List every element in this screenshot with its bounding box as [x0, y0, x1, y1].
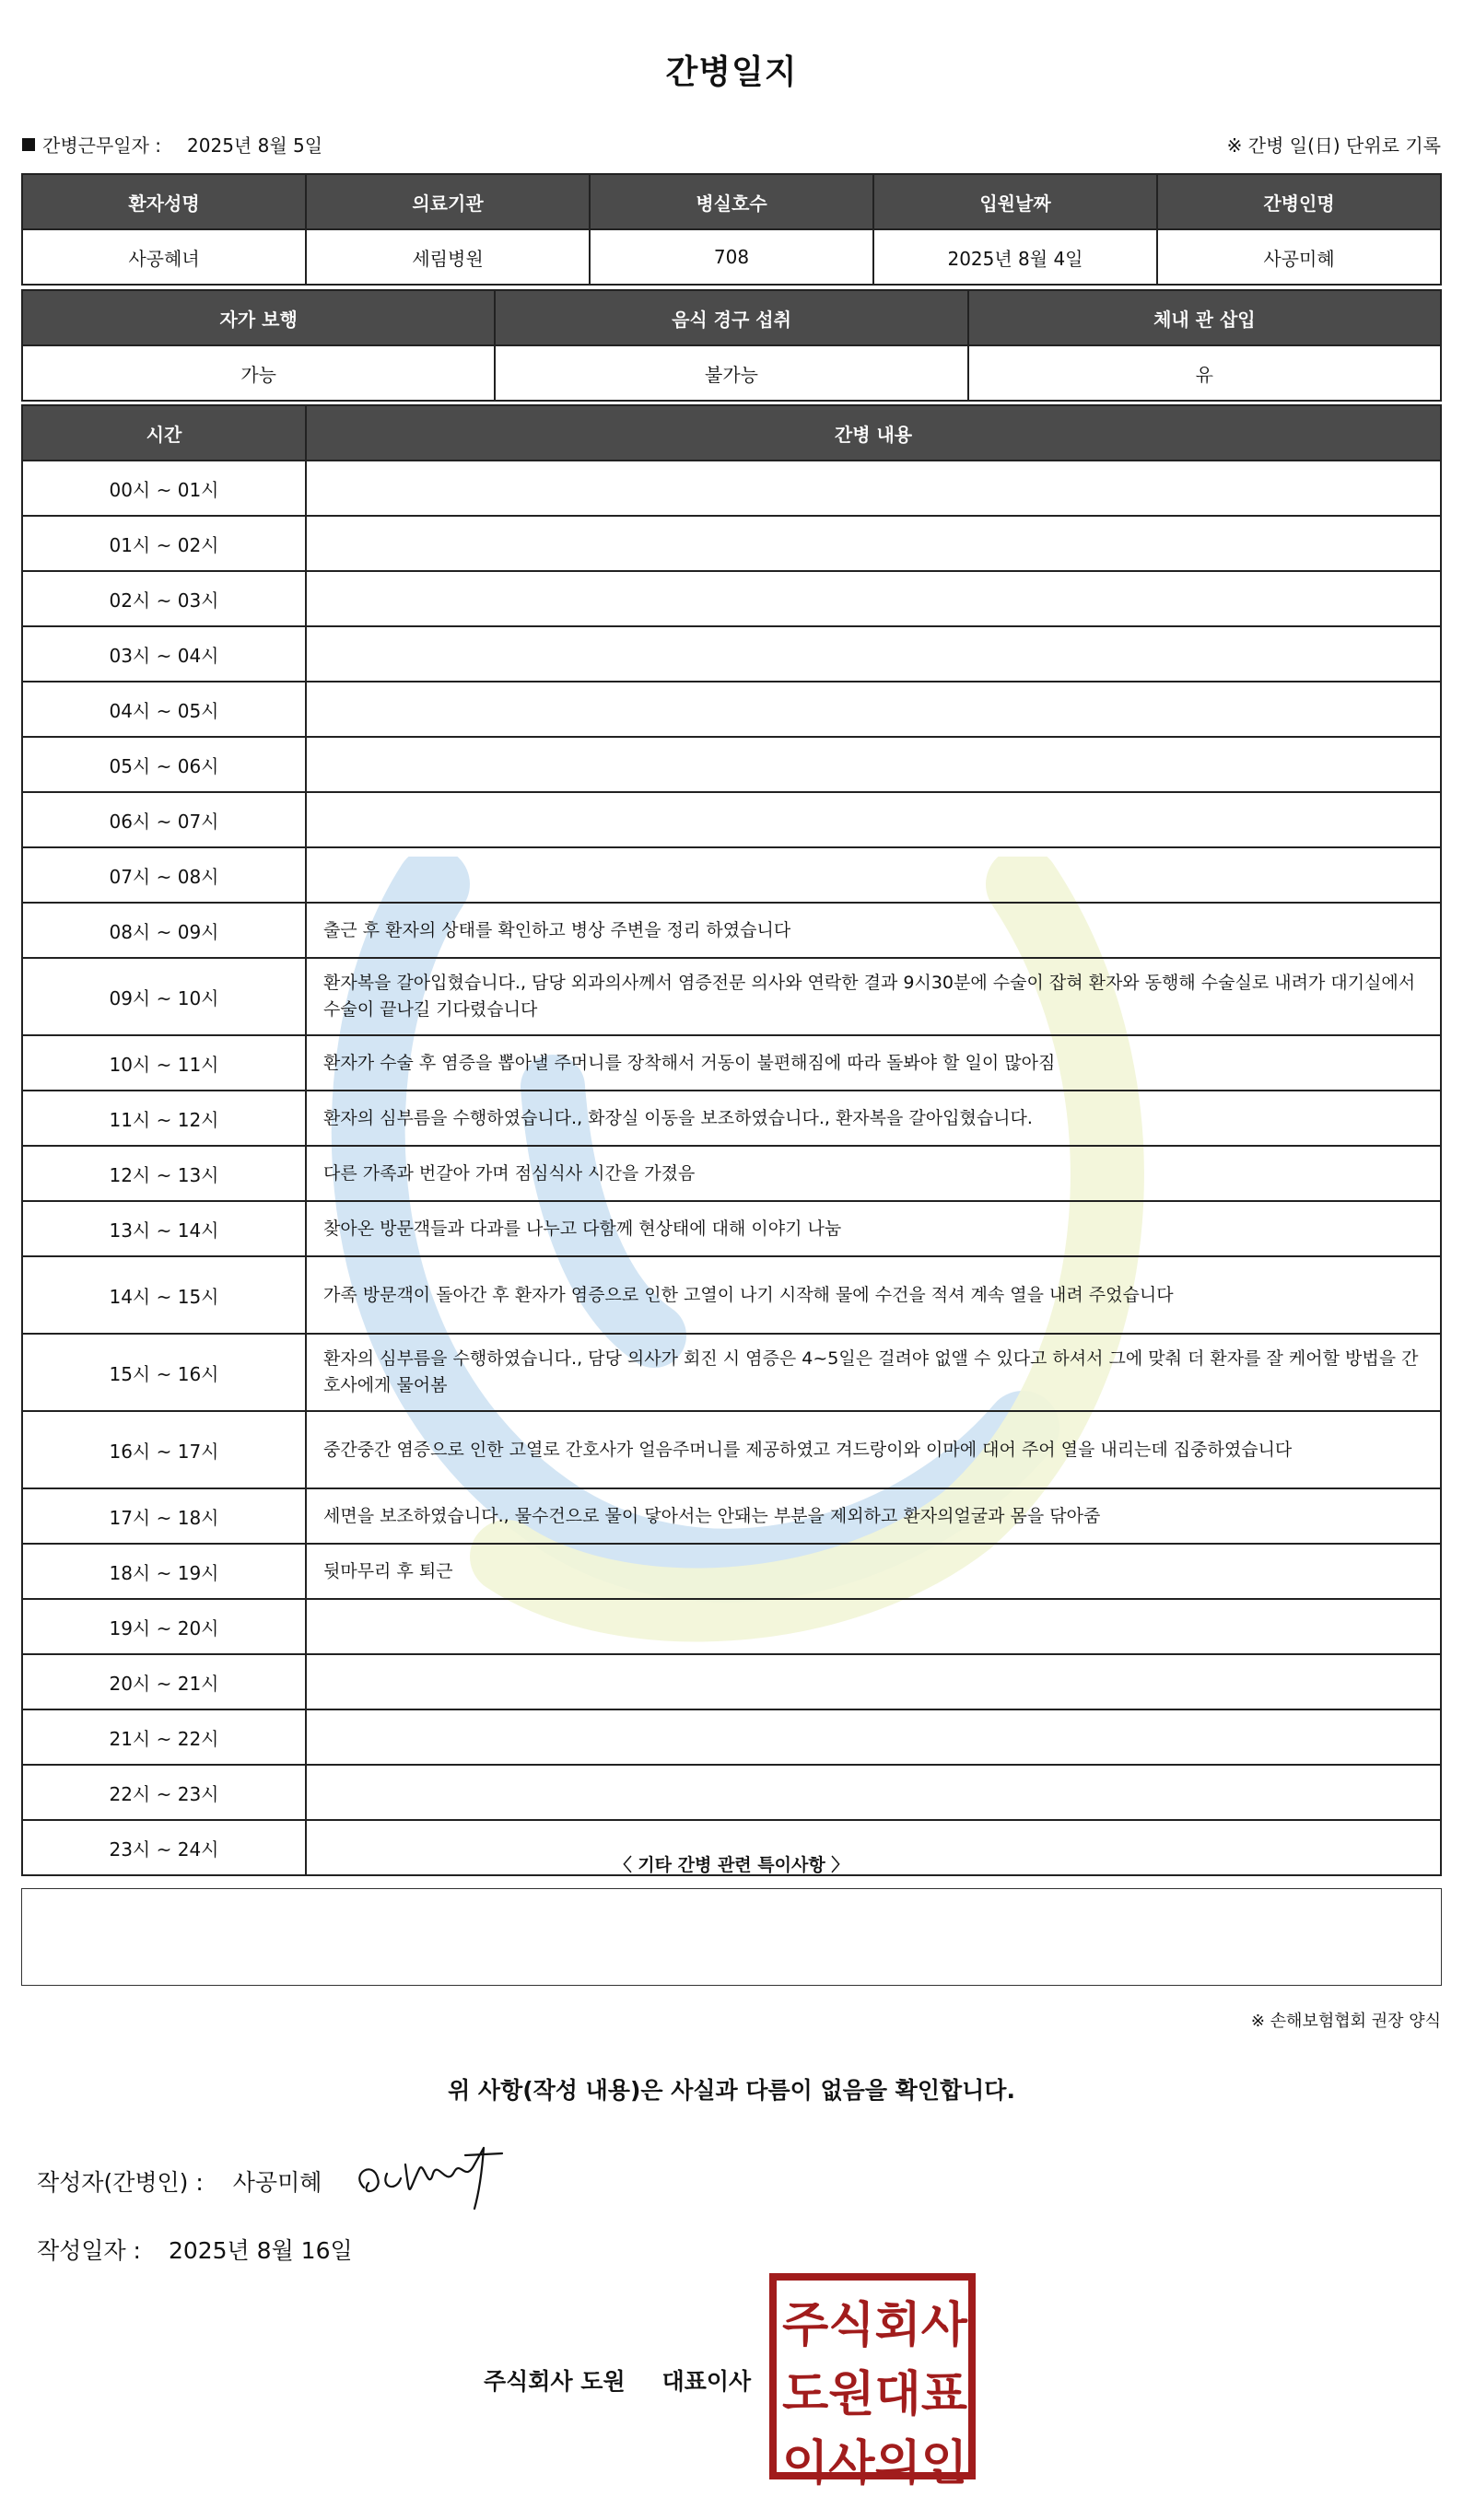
- table-row: [22, 1411, 1441, 1488]
- seal-char: 사: [828, 2436, 875, 2491]
- walking-status: 가능: [22, 345, 495, 401]
- log-time: 12시 ~ 13시: [22, 1146, 306, 1201]
- log-time: 09시 ~ 10시: [22, 958, 306, 1035]
- table-row: [22, 792, 1441, 847]
- table-row: [22, 1599, 1441, 1654]
- table-row: [22, 1709, 1441, 1765]
- writer-label: 작성자(간병인) :: [37, 2169, 204, 2196]
- table-row: [22, 1035, 1441, 1091]
- work-date-value: 2025년 8월 5일: [187, 134, 323, 157]
- seal-char: 대: [874, 2367, 921, 2422]
- table-row: [22, 571, 1441, 626]
- table-row: [22, 682, 1441, 737]
- admission-date: 2025년 8월 4일: [873, 229, 1157, 285]
- caregiver-name: 사공미혜: [1157, 229, 1441, 285]
- company-representative: 대표이사: [661, 2368, 752, 2395]
- patient-info-table: [21, 173, 1442, 286]
- patient-name: 사공혜녀: [22, 229, 306, 285]
- company-name: 주식회사 도원: [484, 2368, 626, 2395]
- seal-char: 인: [920, 2436, 967, 2491]
- log-content: 중간중간 염증으로 인한 고열로 간호사가 얼음주머니를 제공하였고 겨드랑이와 이마에 대어 주어 열을 내리는데 집중하였습니다: [306, 1411, 1441, 1488]
- log-content: 환자가 수술 후 염증을 뽑아낼 주머니를 장착해서 거동이 불편해짐에 따라 돌봐야 할 일이 많아짐: [306, 1035, 1441, 1091]
- header-caregiver: 간병인명: [1157, 174, 1441, 229]
- log-content: 가족 방문객이 돌아간 후 환자가 염증으로 인한 고열이 나기 시작해 물에 수건을 적셔 계속 열을 내려 주었습니다: [306, 1256, 1441, 1334]
- log-time: 05시 ~ 06시: [22, 737, 306, 792]
- patient-status-table: [21, 289, 1442, 402]
- writer-line: [37, 2164, 322, 2198]
- table-row: [22, 1091, 1441, 1146]
- table-row: [22, 461, 1441, 516]
- log-content: [306, 737, 1441, 792]
- header-admission-date: 입원날짜: [873, 174, 1157, 229]
- table-row: [22, 516, 1441, 571]
- header-patient-name: 환자성명: [22, 174, 306, 229]
- log-content: 환자의 심부름을 수행하였습니다., 화장실 이동을 보조하였습니다., 환자복을 갈아입혔습니다.: [306, 1091, 1441, 1146]
- header-time: 시간: [22, 405, 306, 461]
- header-hospital: 의료기관: [306, 174, 590, 229]
- header-walking: 자가 보행: [22, 290, 495, 345]
- room-number: 708: [590, 229, 873, 285]
- log-time: 04시 ~ 05시: [22, 682, 306, 737]
- record-unit-note: ※ 간병 일(日) 단위로 기록: [1226, 134, 1441, 157]
- work-date: [22, 131, 322, 158]
- header-room: 병실호수: [590, 174, 873, 229]
- log-content: [306, 1599, 1441, 1654]
- seal-char: 표: [920, 2367, 967, 2422]
- table-row: [22, 737, 1441, 792]
- log-time: 14시 ~ 15시: [22, 1256, 306, 1334]
- table-row: [22, 1256, 1441, 1334]
- log-content: [306, 1765, 1441, 1820]
- table-row: [22, 958, 1441, 1035]
- table-row: [22, 1201, 1441, 1256]
- log-content: [306, 847, 1441, 903]
- log-time: 10시 ~ 11시: [22, 1035, 306, 1091]
- tube-status: 유: [968, 345, 1441, 401]
- log-time: 02시 ~ 03시: [22, 571, 306, 626]
- log-time: 07시 ~ 08시: [22, 847, 306, 903]
- log-content: [306, 516, 1441, 571]
- table-row: [22, 1146, 1441, 1201]
- log-content: [306, 1654, 1441, 1709]
- log-content: 출근 후 환자의 상태를 확인하고 병상 주변을 정리 하였습니다: [306, 903, 1441, 958]
- table-row: [22, 1654, 1441, 1709]
- log-content: 환자의 심부름을 수행하였습니다., 담당 의사가 회진 시 염증은 4~5일은 걸려야 없앨 수 있다고 하셔서 그에 맞춰 더 환자를 잘 케어할 방법을 간호사에게 물어봄: [306, 1334, 1441, 1411]
- log-time: 21시 ~ 22시: [22, 1709, 306, 1765]
- signature: [345, 2137, 511, 2220]
- log-time: 01시 ~ 02시: [22, 516, 306, 571]
- writer-name: 사공미혜: [232, 2169, 322, 2196]
- log-time: 18시 ~ 19시: [22, 1544, 306, 1599]
- log-time: 15시 ~ 16시: [22, 1334, 306, 1411]
- log-time: 19시 ~ 20시: [22, 1599, 306, 1654]
- table-row: [22, 903, 1441, 958]
- log-content: [306, 792, 1441, 847]
- log-time: 03시 ~ 04시: [22, 626, 306, 682]
- header-tube: 체내 관 삽입: [968, 290, 1441, 345]
- care-log-table: [21, 404, 1442, 1876]
- header-care-content: 간병 내용: [306, 405, 1441, 461]
- table-row: [22, 847, 1441, 903]
- header-oral-intake: 음식 경구 섭취: [495, 290, 967, 345]
- log-time: 08시 ~ 09시: [22, 903, 306, 958]
- log-time: 13시 ~ 14시: [22, 1201, 306, 1256]
- form-source-note: ※ 손해보험협회 권장 양식: [1250, 2012, 1441, 2031]
- seal-char: 도: [782, 2367, 829, 2422]
- written-date-label: 작성일자 :: [37, 2237, 141, 2264]
- log-content: [306, 626, 1441, 682]
- written-date-value: 2025년 8월 16일: [168, 2237, 353, 2264]
- seal-char: 주: [782, 2298, 829, 2353]
- log-content: 환자복을 갈아입혔습니다., 담당 외과의사께서 염증전문 의사와 연락한 결과 9시30분에 수술이 잡혀 환자와 동행해 수술실로 내려가 대기실에서 수술이 끝나길 기다렸습니다: [306, 958, 1441, 1035]
- log-time: 06시 ~ 07시: [22, 792, 306, 847]
- oral-intake-status: 불가능: [495, 345, 967, 401]
- seal-char: 사: [920, 2298, 967, 2353]
- hospital-name: 세림병원: [306, 229, 590, 285]
- table-row: [22, 1488, 1441, 1544]
- seal-char: 원: [828, 2367, 875, 2422]
- log-time: 20시 ~ 21시: [22, 1654, 306, 1709]
- seal-char: 식: [828, 2298, 875, 2353]
- log-content: 다른 가족과 번갈아 가며 점심식사 시간을 가졌음: [306, 1146, 1441, 1201]
- seal-char: 이: [782, 2436, 829, 2491]
- company-line: [484, 2363, 751, 2397]
- log-time: 23시 ~ 24시: [22, 1820, 306, 1875]
- page-title: 간병일지: [665, 53, 798, 91]
- table-row: [22, 1765, 1441, 1820]
- log-time: 16시 ~ 17시: [22, 1411, 306, 1488]
- log-time: 17시 ~ 18시: [22, 1488, 306, 1544]
- remarks-box: [21, 1888, 1442, 1986]
- table-row: [22, 626, 1441, 682]
- log-time: 22시 ~ 23시: [22, 1765, 306, 1820]
- bullet-square-icon: [22, 138, 35, 151]
- log-content: [306, 571, 1441, 626]
- log-content: [306, 1709, 1441, 1765]
- log-content: 뒷마무리 후 퇴근: [306, 1544, 1441, 1599]
- log-content: 찾아온 방문객들과 다과를 나누고 다함께 현상태에 대해 이야기 나눔: [306, 1201, 1441, 1256]
- seal-char: 회: [874, 2298, 921, 2353]
- log-content: 세면을 보조하였습니다., 물수건으로 물이 닿아서는 안돼는 부분을 제외하고 환자의얼굴과 몸을 닦아줌: [306, 1488, 1441, 1544]
- log-time: 11시 ~ 12시: [22, 1091, 306, 1146]
- remarks-title: 〈 기타 간병 관련 특이사항 〉: [614, 1855, 849, 1875]
- table-row: [22, 1544, 1441, 1599]
- log-content: [306, 461, 1441, 516]
- written-date-line: [37, 2233, 353, 2266]
- table-row: [22, 1334, 1441, 1411]
- confirmation-statement: 위 사항(작성 내용)은 사실과 다름이 없음을 확인합니다.: [448, 2077, 1015, 2104]
- log-time: 00시 ~ 01시: [22, 461, 306, 516]
- work-date-label: 간병근무일자 :: [42, 134, 162, 157]
- company-seal: [769, 2273, 976, 2491]
- seal-char: 의: [874, 2436, 921, 2491]
- log-content: [306, 682, 1441, 737]
